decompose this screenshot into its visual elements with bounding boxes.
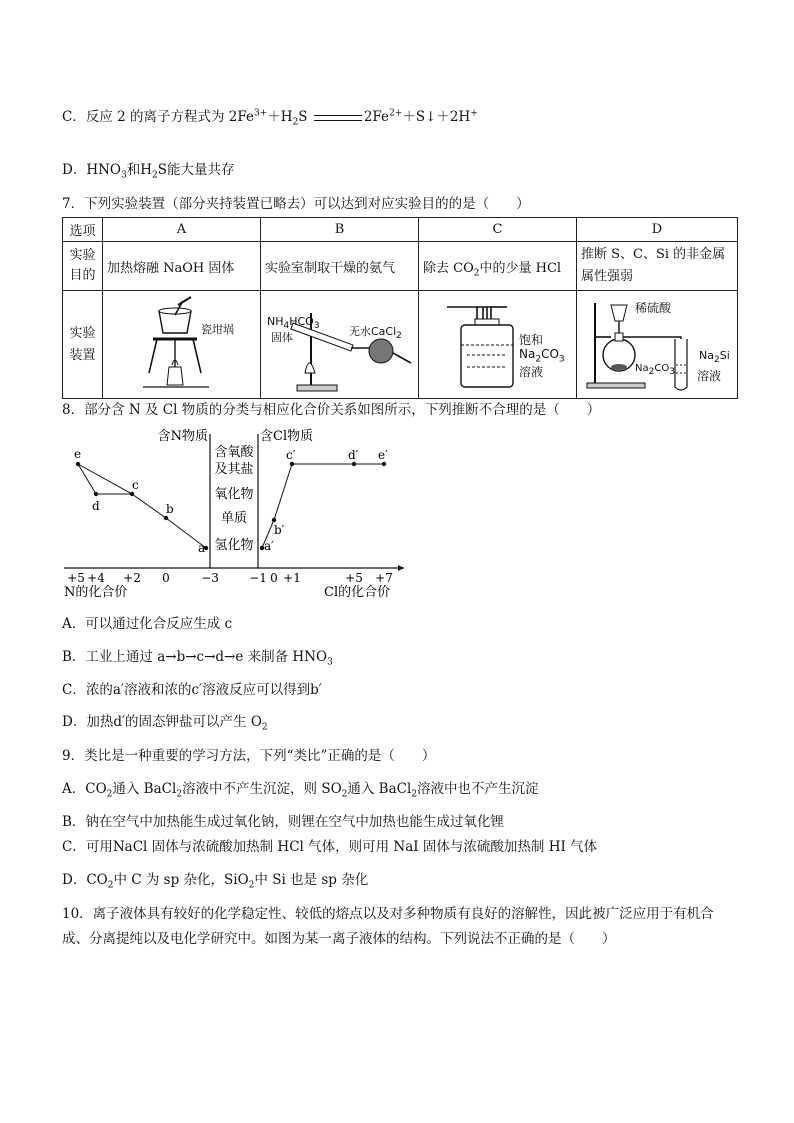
cl-tick-label: 0: [270, 571, 278, 585]
nh4hco3-label: $NH_4HCO_3$: [267, 314, 320, 331]
q7-stem: 7．下列实验装置（部分夹持装置已略去）可以达到对应实验目的的是（ ）: [62, 196, 530, 212]
n-tick-label: 0: [162, 571, 170, 585]
cl-point-2: [382, 462, 386, 466]
q6-option-c: C．反应 2 的离子方程式为 $2Fe^{3+}+H_2S$ $2Fe^{2+}+S↓+2H^+$: [62, 108, 478, 128]
cacl2-label: 无水CaCl$_2$: [349, 324, 402, 341]
q9-option-d: D．$CO_2$中 C 为 sp 杂化，SiO$_2$中 Si 也是 sp 杂化: [62, 872, 369, 891]
n-point-c: [130, 492, 134, 496]
na2sio3-label: $Na_2Si$: [699, 348, 730, 365]
apparatus-c: [419, 291, 577, 399]
n-tick-label: +5: [67, 571, 85, 585]
dilute-h2so4-label: 稀硫酸: [635, 300, 672, 315]
cl-point-label-1: d′: [348, 448, 359, 462]
cl-point-label-4: a′: [264, 539, 274, 553]
n-point-label-e: e: [74, 447, 82, 461]
cl-axis-label: Cl的化合价: [324, 585, 391, 600]
q8-option-b: B．工业上通过 a→b→c→d→e 来制备 $HNO_3$: [62, 649, 333, 668]
category-oxide: 氧化物: [214, 487, 254, 502]
purpose-b: 实验室制取干燥的氨气: [261, 242, 419, 291]
q8-option-d: D．加热d′的固态钾盐可以产生 $O_2$: [62, 714, 268, 733]
row-label-purpose: 实验目的: [63, 242, 103, 291]
purpose-c: 除去 $CO_2$中的少量 HCl: [419, 242, 577, 291]
n-point-label-c: c: [132, 478, 139, 492]
row-label-apparatus: 实验装置: [63, 291, 103, 399]
n-point-b: [164, 516, 168, 520]
cl-point-0: [290, 462, 294, 466]
n-tick-label: +2: [123, 571, 141, 585]
solution-label-d: 溶液: [697, 368, 722, 383]
q9-option-a: A．$CO_2$通入 BaCl$_2$溶液中不产生沉淀，则 $SO_2$通入 BaCl$_2$溶液中也不产生沉淀: [62, 781, 539, 800]
category-hydride: 氢化物: [214, 538, 254, 553]
q7-table: [62, 217, 738, 399]
category-element: 单质: [220, 511, 248, 526]
n-title: 含N物质: [157, 429, 208, 444]
header-c: C: [419, 218, 577, 242]
purpose-a: 加热熔融 NaOH 固体: [103, 242, 261, 291]
equals-double-line: [314, 115, 362, 121]
header-b: B: [261, 218, 419, 242]
solid-label: 固体: [271, 330, 293, 344]
crucible-tripod-diagram: [103, 293, 261, 397]
n-point-label-b: b: [166, 502, 174, 516]
header-a: A: [103, 218, 261, 242]
cl-tick-label: −1: [249, 571, 267, 585]
category-oxyacid: 含氧酸: [214, 445, 254, 460]
q9-option-b: B．钠在空气中加热能生成过氧化钠，则锂在空气中加热也能生成过氧化锂: [62, 814, 504, 830]
q8-option-a: A．可以通过化合反应生成 c: [62, 616, 233, 632]
q8-option-c: C．浓的a′溶液和浓的c′溶液反应可以得到b′: [62, 682, 322, 698]
header-option: 选项: [63, 218, 103, 242]
na2co3-label: $Na_2CO_3$: [519, 346, 565, 364]
q6-option-d: D．$HNO_3$和$H_2S$能大量共存: [62, 162, 235, 181]
cl-point-label-3: b′: [274, 523, 285, 537]
n-tick-label: +4: [87, 571, 105, 585]
header-d: D: [577, 218, 738, 242]
wash-bottle-diagram: [419, 293, 577, 397]
q9-option-c: C．可用NaCl 固体与浓硫酸加热制 HCl 气体，则可用 NaI 固体与浓硫酸加热制 HI 气体: [62, 839, 598, 855]
valence-classification-diagram: [62, 426, 407, 601]
solution-label: 溶液: [519, 364, 544, 379]
na2co3-label-d: $Na_2CO_3$: [635, 362, 675, 377]
q9-stem: 9．类比是一种重要的学习方法，下列“类比”正确的是（ ）: [62, 748, 436, 764]
q10-line-2: 成、分离提纯以及电化学研究中。如图为某一离子液体的结构。下列说法不正确的是（ ）: [62, 931, 616, 947]
apparatus-a: [103, 291, 261, 399]
ammonia-setup-diagram: [261, 293, 419, 397]
cl-point-label-2: e′: [378, 448, 388, 462]
cl-point-label-0: c′: [286, 448, 296, 462]
saturated-label: 饱和: [519, 332, 544, 347]
crucible-label: 瓷坩埚: [201, 322, 234, 336]
n-point-d: [94, 492, 98, 496]
cl-point-3: [272, 518, 276, 522]
apparatus-b: [261, 291, 419, 399]
cl-tick-label: +1: [283, 571, 301, 585]
cl-title: 含Cl物质: [260, 429, 314, 444]
cl-tick-label: +7: [375, 571, 393, 585]
q10-line-1: 10．离子液体具有较好的化学稳定性、较低的熔点以及对多种物质有良好的溶解性，因此被广泛应用于有机合: [62, 906, 714, 922]
apparatus-d: [577, 291, 738, 399]
n-point-label-d: d: [92, 499, 100, 513]
cl-point-1: [352, 462, 356, 466]
n-point-e: [76, 462, 80, 466]
n-point-label-a: a: [198, 541, 206, 555]
q8-stem: 8．部分含 N 及 Cl 物质的分类与相应化合价关系如图所示，下列推断不合理的是（ ）: [62, 402, 601, 418]
n-axis-label: N的化合价: [64, 585, 128, 600]
category-salts: 及其盐: [214, 462, 254, 477]
cl-tick-label: +5: [345, 571, 363, 585]
n-tick-label: −3: [201, 571, 219, 585]
purpose-d: 推断 S、C、Si 的非金属属性强弱: [577, 242, 738, 291]
